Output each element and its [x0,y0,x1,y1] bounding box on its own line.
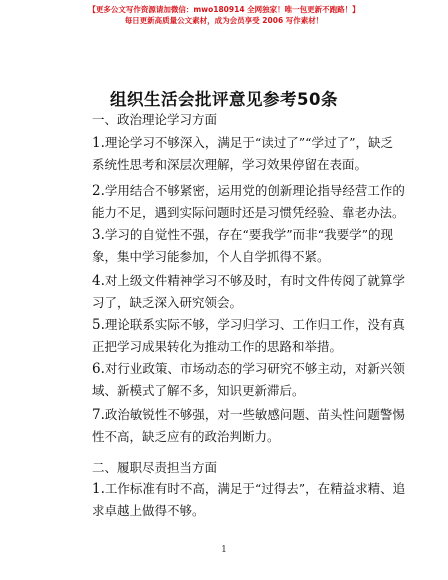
list-item-1 [92,132,393,176]
item-text-line: 学习的自觉性不强，存在“要我学”而非“我要学”的现 [104,227,393,242]
page-number: 1 [221,545,227,555]
item-text-line: 对上级文件精神学习不够及时，有时文件传阅了就算学 [104,273,405,288]
list-item-6 [92,358,405,402]
item-number: 4. [92,273,105,289]
list-item-8 [92,478,406,522]
item-number: 5. [92,317,105,333]
promo-banner-line-1: 【更多公文写作资源请加微信：mwo180914 全网独家！唯一包更新不跑路！】 [88,5,360,14]
list-item-3 [92,224,393,268]
item-text-line: 求卓越上做得不够。 [92,503,205,518]
document-title: 组织生活会批评意见参考50条 [110,90,338,109]
item-text-line: 学用结合不够紧密，运用党的创新理论指导经营工作的 [104,183,405,198]
section-heading-2: 二、履职尽责担当方面 [92,460,218,475]
item-text-line: 对行业政策、市场动态的学习研究不够主动，对新兴领 [104,361,405,376]
item-text-line: 系统性思考和深层次理解，学习效果停留在表面。 [92,157,368,172]
item-text-line: 习了，缺乏深入研究领会。 [92,295,243,310]
item-text-line: 域、新模式了解不多，知识更新滞后。 [92,383,305,398]
item-number: 1. [92,481,105,497]
item-text-line: 能力不足，遇到实际问题时还是习惯凭经验、靠老办法。 [92,205,405,220]
item-text-line: 政治敏锐性不够强，对一些敏感问题、苗头性问题警惕 [104,407,405,422]
item-text-line: 理论学习不够深入，满足于“读过了”“学过了”，缺乏 [104,135,393,150]
item-number: 3. [92,227,105,243]
promo-banner [0,4,448,26]
item-text-line: 正把学习成果转化为推动工作的思路和举措。 [92,339,343,354]
promo-banner-line-2: 每日更新高质量公文素材，成为会员享受 2006 写作素材！ [124,16,324,25]
list-item-2 [92,180,405,224]
item-text-line: 性不高，缺乏应有的政治判断力。 [92,429,280,444]
item-number: 7. [92,407,105,423]
item-number: 1. [92,135,105,151]
item-number: 2. [92,183,105,199]
list-item-4 [92,270,405,314]
list-item-7 [92,404,405,448]
item-text-line: 工作标准有时不高，满足于“过得去”，在精益求精、追 [104,481,406,496]
item-number: 6. [92,361,105,377]
section-heading-1: 一、政治理论学习方面 [92,112,218,127]
item-text-line: 象，集中学习能参加，个人自学抓得不紧。 [92,249,330,264]
item-text-line: 理论联系实际不够，学习归学习、工作归工作，没有真 [104,317,405,332]
list-item-5 [92,314,405,358]
